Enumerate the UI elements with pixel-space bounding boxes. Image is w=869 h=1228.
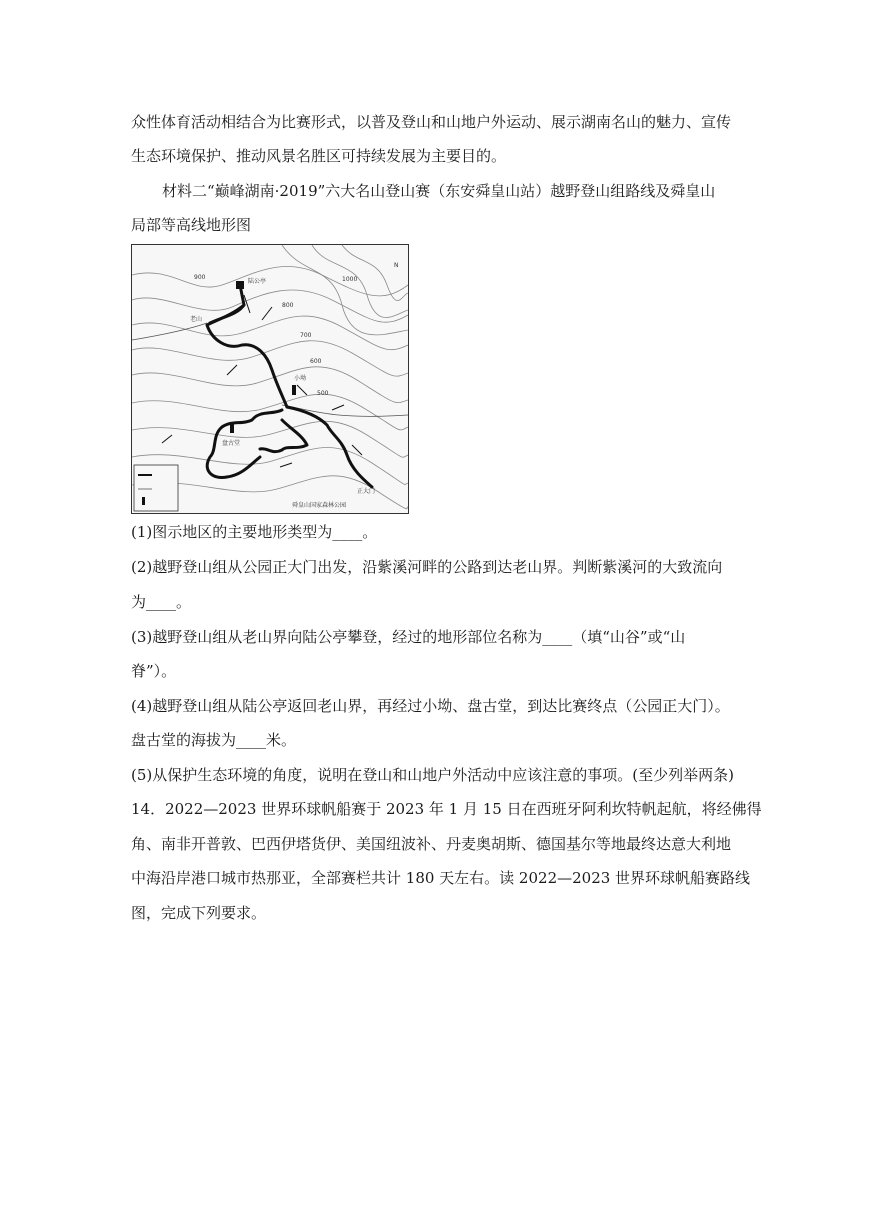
contour-label: 800 [282,302,294,309]
contour-map-figure [131,244,409,514]
map-label: 老山 [190,316,203,323]
contour-label: 1000 [342,276,358,283]
question-14-cont: 中海沿岸港口城市热那亚，全部赛栏共计 180 天左右。读 2022—2023 世界环球帆船赛路线 [131,869,751,887]
question-1: (1)图示地区的主要地形类型为____。 [131,523,378,541]
paragraph-line: 生态环境保护、推动风景名胜区可持续发展为主要目的。 [131,147,507,165]
question-5: (5)从保护生态环境的角度，说明在登山和山地户外活动中应该注意的事项。(至少列举两条) [131,766,734,784]
map-label: 盘古堂 [222,440,241,447]
contour-label: 700 [300,332,312,339]
north-label: N [394,262,399,269]
question-3: (3)越野登山组从老山界向陆公亭攀登，经过的地形部位名称为____（填“山谷”或“山 [131,628,686,646]
map-label: 舜皇山国家森林公园 [292,502,347,509]
question-14: 14．2022—2023 世界环球帆船赛于 2023 年 1 月 15 日在西班牙阿利坎特帆起航，将经佛得 [131,800,762,818]
paragraph-line: 众性体育活动相结合为比赛形式，以普及登山和山地户外运动、展示湖南名山的魅力、宣传 [131,113,732,131]
question-4-cont: 盘古堂的海拔为____米。 [131,731,297,749]
question-14-cont: 角、南非开普敦、巴西伊塔货伊、美国纽波补、丹麦奥胡斯、德国基尔等地最终达意大利地 [131,835,732,853]
contour-label: 900 [194,274,206,281]
paragraph-line: 局部等高线地形图 [131,216,252,234]
question-3-cont: 脊”）。 [131,662,177,680]
map-label: 小坳 [294,375,307,382]
map-label: 陆公亭 [248,278,267,285]
contour-label: 600 [310,358,322,365]
question-4: (4)越野登山组从陆公亭返回老山界，再经过小坳、盘古堂，到达比赛终点（公园正大门）。 [131,697,730,715]
question-14-cont: 图，完成下列要求。 [131,904,267,922]
paragraph-line: 材料二“巅峰湖南·2019”六大名山登山赛（东安舜皇山站）越野登山组路线及舜皇山 [162,182,716,200]
question-2: (2)越野登山组从公园正大门出发，沿紫溪河畔的公路到达老山界。判断紫溪河的大致流向 [131,558,723,576]
question-2-cont: 为____。 [131,593,192,611]
map-label: 正大门 [357,488,376,495]
contour-label: 500 [317,390,329,397]
